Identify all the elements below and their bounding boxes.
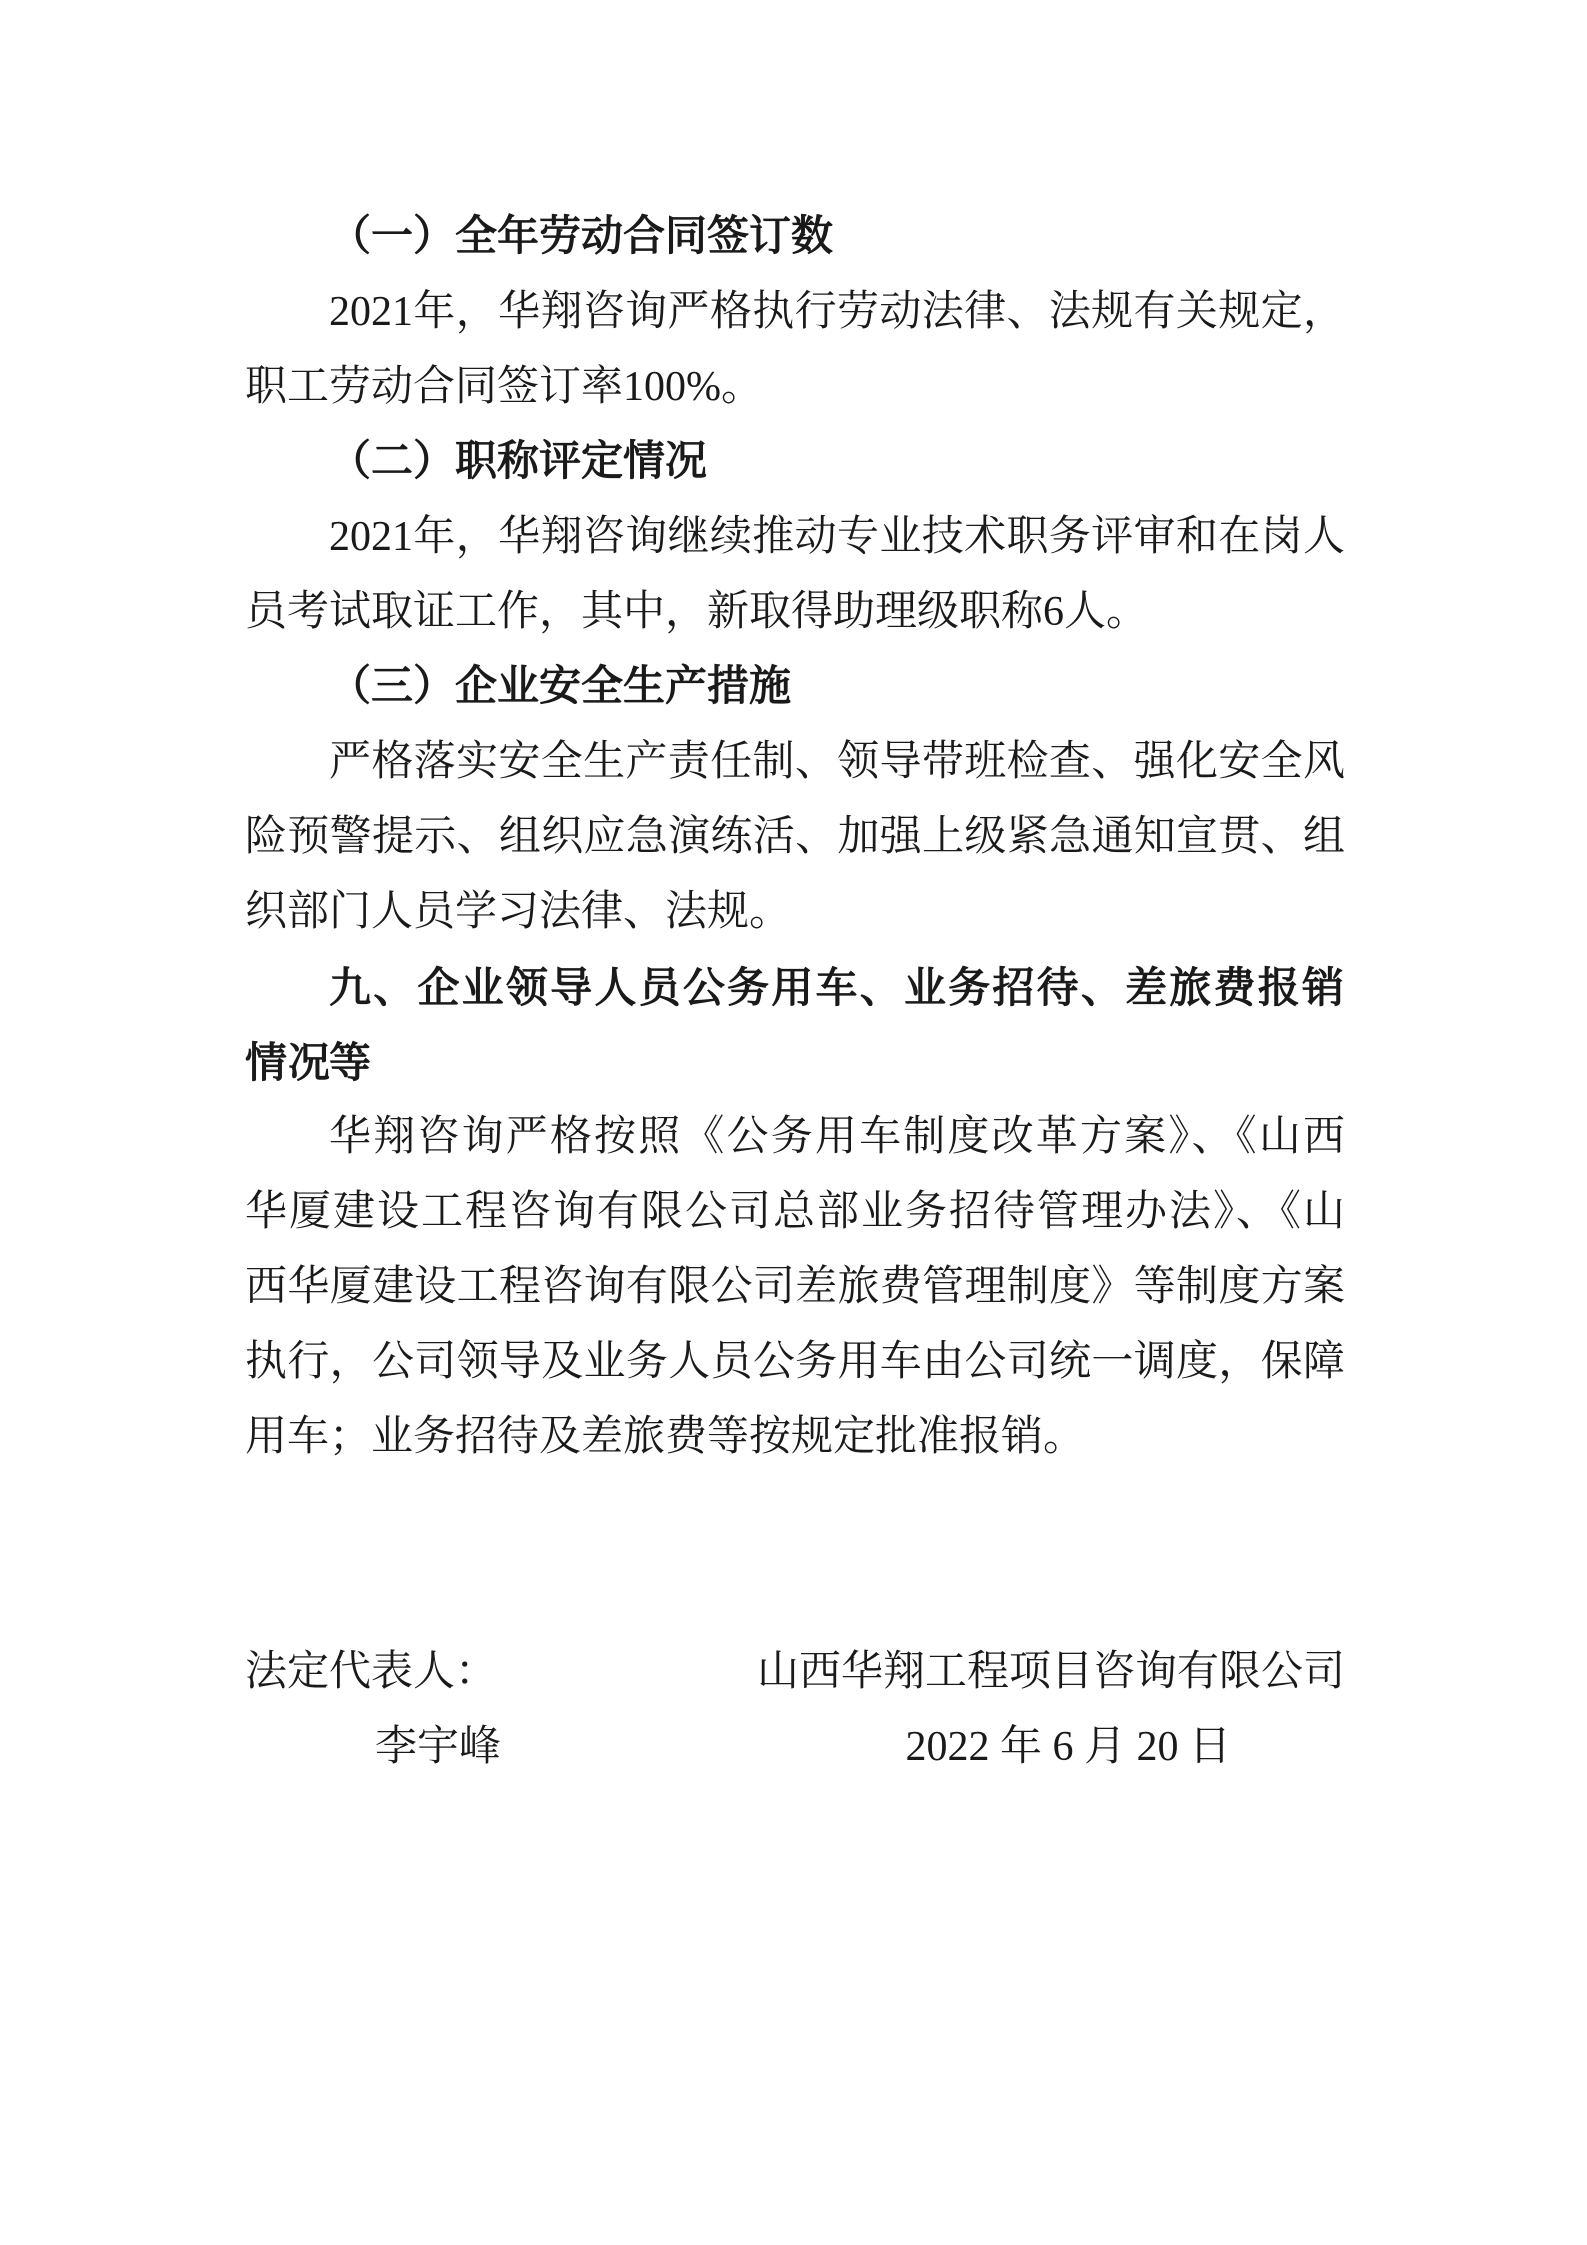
section-heading-3: （三）企业安全生产措施 [329, 664, 792, 710]
issue-date: 2022 年 6 月 20 日 [905, 1724, 1231, 1770]
legal-representative-label: 法定代表人： [245, 1649, 498, 1695]
section-heading-1: （一）全年劳动合同签订数 [329, 214, 834, 260]
paragraph-line: 严格落实安全生产责任制、领导带班检查、强化安全风 [329, 739, 1345, 785]
paragraph-line: 织部门人员学习法律、法规。 [245, 889, 792, 935]
chapter-heading-9-line2: 情况 [245, 1039, 332, 1086]
paragraph-line: 执行，公司领导及业务人员公务用车由公司统一调度，保障 [245, 1339, 1345, 1385]
paragraph-line: 2021年，华翔咨询严格执行劳动法律、法规有关规定， [329, 289, 1345, 335]
chapter-heading-9-line1: 九、企业领导人员公务用车、业务招待、差旅费报销等 [329, 964, 1345, 1086]
paragraph-line: 华翔咨询严格按照《公务用车制度改革方案》、《山西 [329, 1114, 1345, 1160]
legal-representative-name: 李宇峰 [375, 1724, 502, 1770]
paragraph-line: 华厦建设工程咨询有限公司总部业务招待管理办法》、《山 [245, 1189, 1345, 1235]
paragraph-line: 用车；业务招待及差旅费等按规定批准报销。 [245, 1414, 1086, 1460]
signature-row-2 [245, 1710, 1345, 1785]
document-body [245, 200, 1345, 1785]
paragraph-line: 职工劳动合同签订率100%。 [245, 364, 763, 410]
section-heading-2: （二）职称评定情况 [329, 439, 708, 485]
paragraph-line: 员考试取证工作，其中，新取得助理级职称6人。 [245, 589, 1149, 635]
paragraph-line: 险预警提示、组织应急演练活、加强上级紧急通知宣贯、组 [245, 814, 1345, 860]
paragraph-line: 2021年，华翔咨询继续推动专业技术职务评审和在岗人 [329, 514, 1345, 560]
company-name: 山西华翔工程项目咨询有限公司 [756, 1649, 1345, 1695]
paragraph-line: 西华厦建设工程咨询有限公司差旅费管理制度》等制度方案 [245, 1264, 1345, 1310]
signature-row-1 [245, 1635, 1345, 1710]
signature-block [245, 1635, 1345, 1785]
